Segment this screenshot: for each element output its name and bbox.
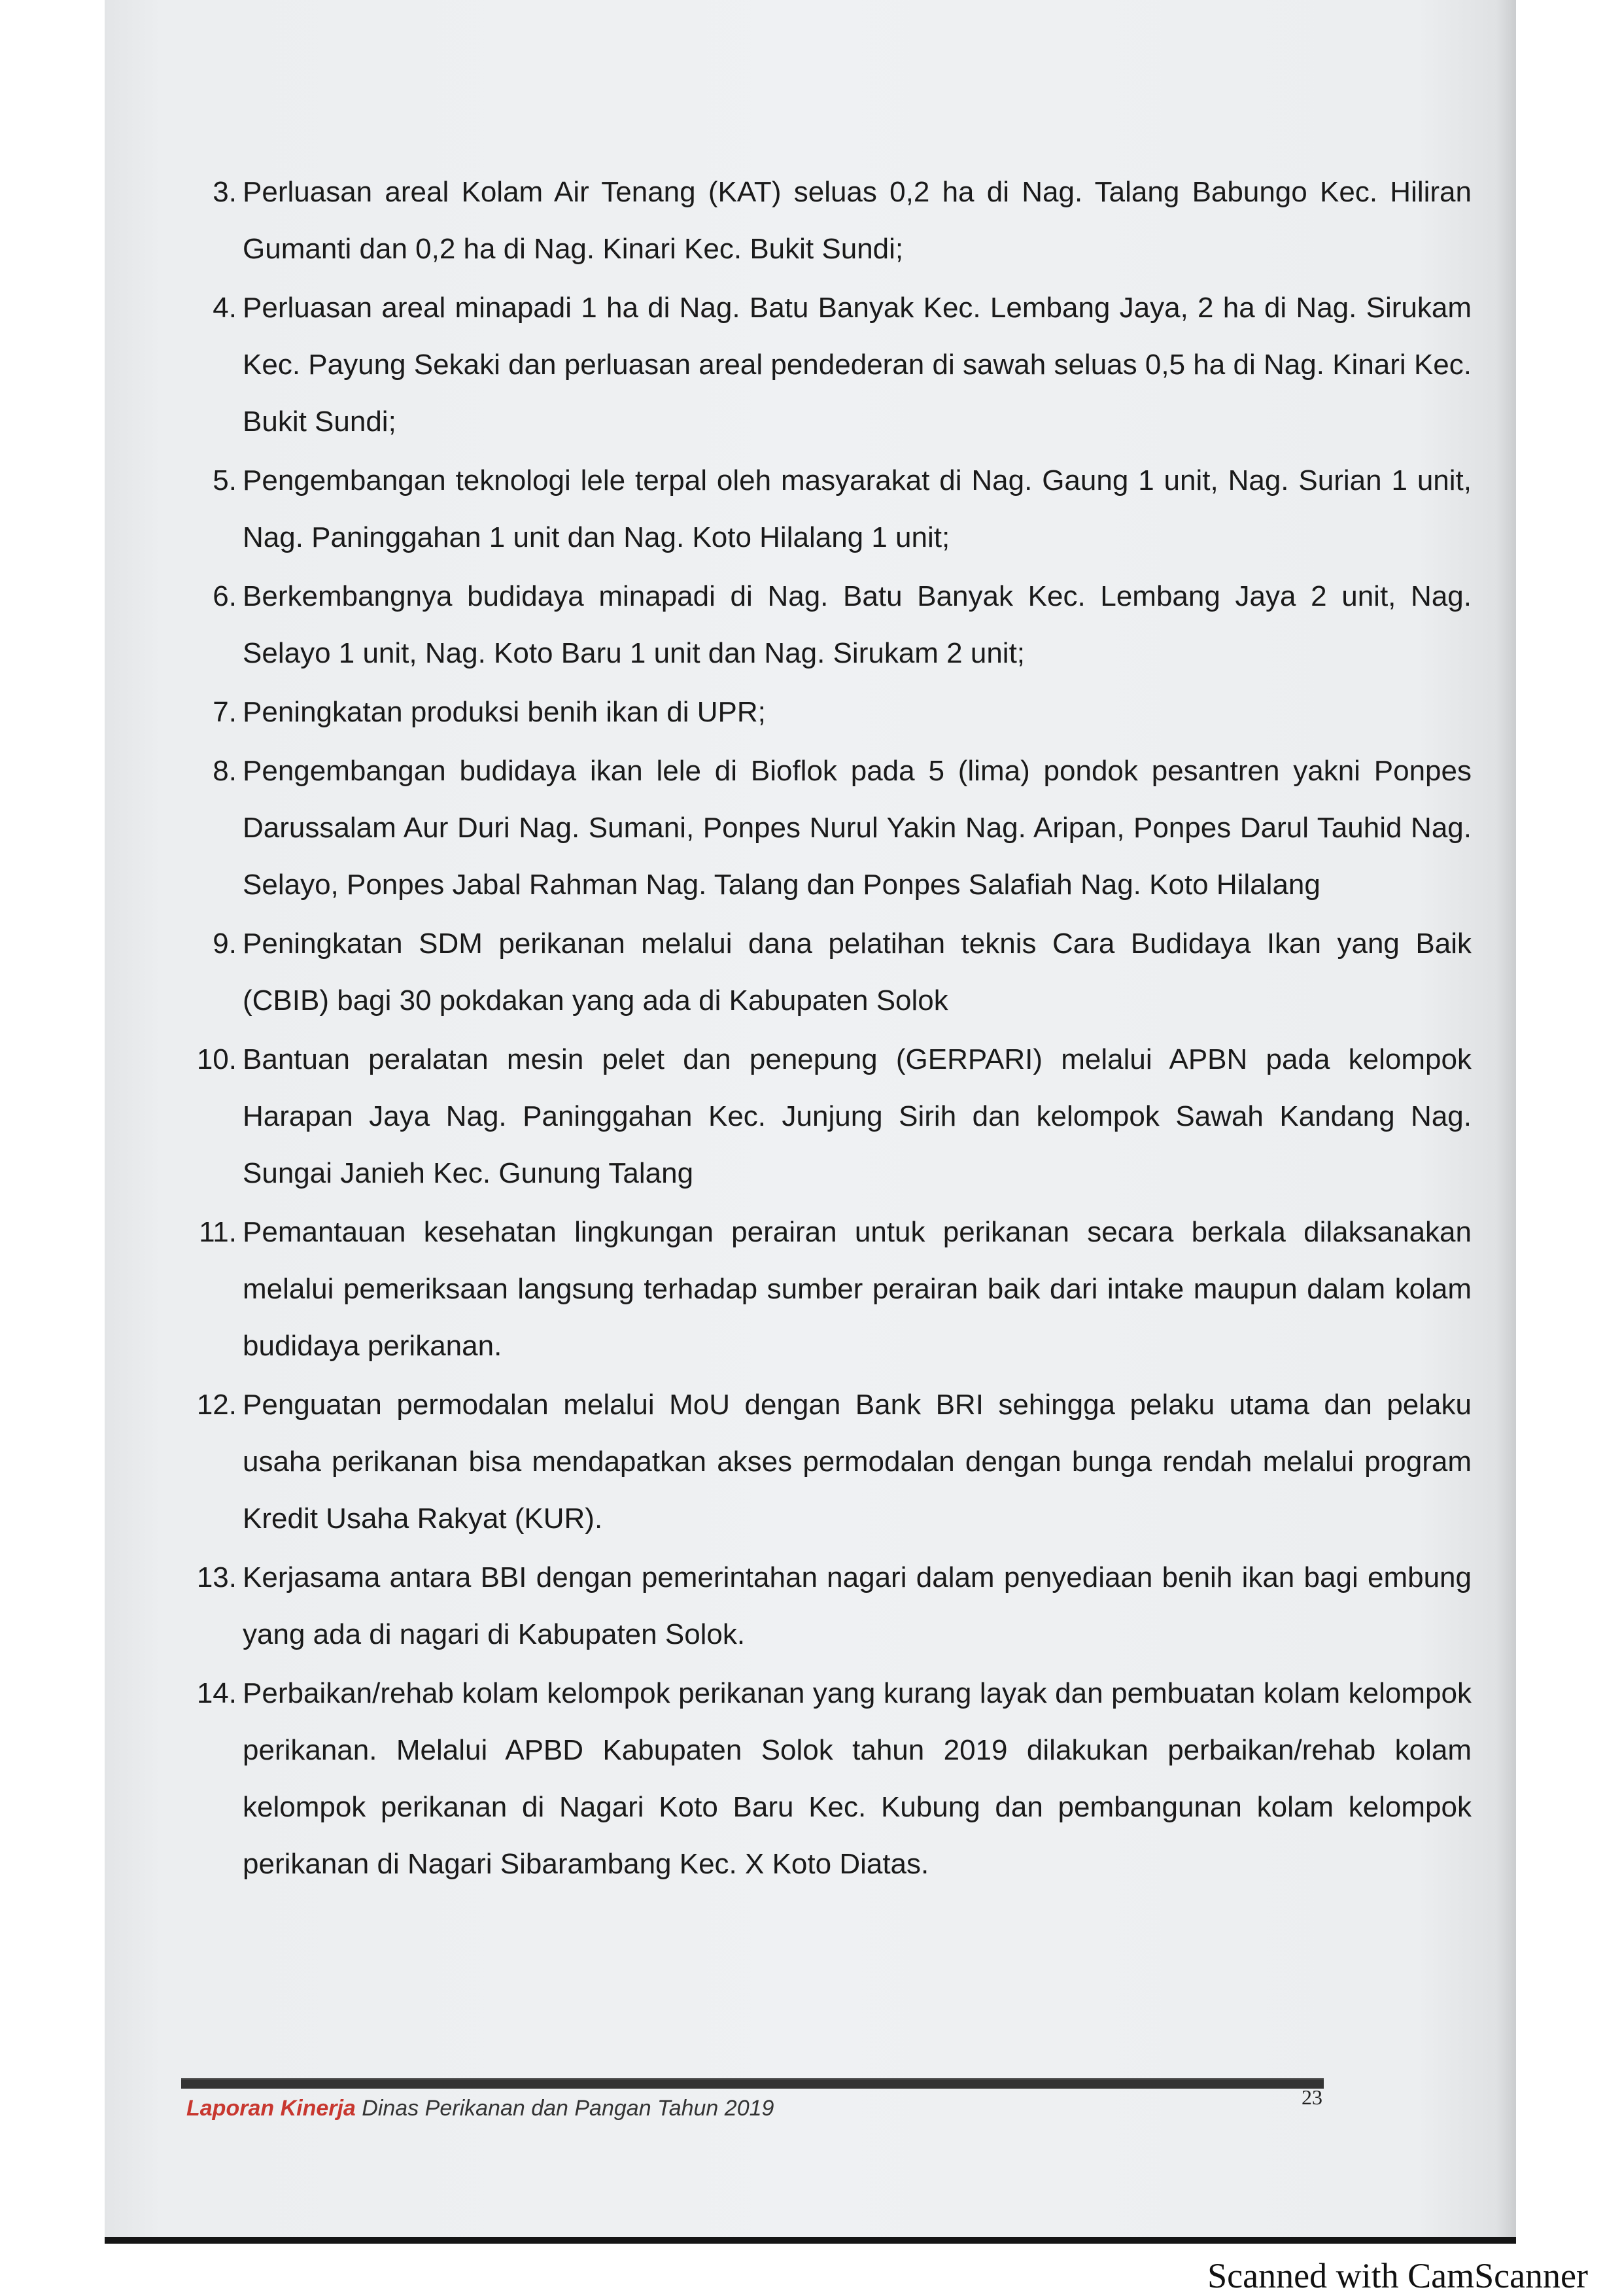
list-item-text: Perluasan areal Kolam Air Tenang (KAT) seluas 0,2 ha di Nag. Talang Babungo Kec. Hiliran Gumanti dan 0,2 ha di Nag. Kinari Kec. Bukit Sundi;: [243, 176, 1472, 265]
list-item-text: Peningkatan SDM perikanan melalui dana pelatihan teknis Cara Budidaya Ikan yang Baik (CBIB) bagi 30 pokdakan yang ada di Kabupaten Solok: [243, 928, 1472, 1017]
page-edge-shadow: [1496, 0, 1516, 2237]
list-item-text: Pengembangan budidaya ikan lele di Bioflok pada 5 (lima) pondok pesantren yakni Ponpes Darussalam Aur Duri Nag. Sumani, Ponpes Nurul Yakin Nag. Aripan, Ponpes Darul Tauhid Nag. Selayo, Ponpes Jabal Rahman Nag. Talang dan Ponpes Salafiah Nag. Koto Hilalang: [243, 755, 1472, 901]
list-item-text: Perluasan areal minapadi 1 ha di Nag. Batu Banyak Kec. Lembang Jaya, 2 ha di Nag. Sirukam Kec. Payung Sekaki dan perluasan areal pendederan di sawah seluas 0,5 ha di Nag. Kinari Kec. Bukit Sundi;: [243, 292, 1472, 438]
page-number: 23: [1302, 2085, 1322, 2109]
list-item-text: Peningkatan produksi benih ikan di UPR;: [243, 696, 766, 728]
list-item-number: 12.: [196, 1389, 237, 1421]
list-item-number: 14.: [196, 1677, 237, 1709]
footer-title: Dinas Perikanan dan Pangan Tahun 2019: [355, 2096, 774, 2121]
list-item: [184, 1204, 1472, 1374]
list-item-number: 4.: [213, 292, 237, 324]
list-item-text: Perbaikan/rehab kolam kelompok perikanan yang kurang layak dan pembuatan kolam kelompok perikanan. Melalui APBD Kabupaten Solok tahun 2019 dilakukan perbaikan/rehab kolam kelompok perikanan di Nagari Koto Baru Kec. Kubung dan pembangunan kolam kelompok perikanan di Nagari Sibarambang Kec. X Koto Diatas.: [243, 1677, 1472, 1880]
list-item: [184, 742, 1472, 913]
list-item-number: 10.: [196, 1043, 237, 1075]
list-item-text: Pemantauan kesehatan lingkungan perairan untuk perikanan secara berkala dilaksanakan melalui pemeriksaan langsung terhadap sumber perairan baik dari intake maupun dalam kolam budidaya perikanan.: [243, 1216, 1472, 1362]
scan-margin: [0, 0, 105, 2250]
footer-rule: [181, 2078, 1324, 2089]
list-item-number: 5.: [213, 464, 237, 496]
list-item-number: 11.: [199, 1216, 237, 1248]
list-item-text: Kerjasama antara BBI dengan pemerintahan nagari dalam penyediaan benih ikan bagi embung yang ada di nagari di Kabupaten Solok.: [243, 1561, 1472, 1650]
list-item-number: 6.: [213, 580, 237, 612]
list-item: [184, 452, 1472, 566]
footer-caption: [186, 2096, 774, 2121]
list-item: [184, 1031, 1472, 1202]
list-item-number: 8.: [213, 755, 237, 787]
list-item-number: 3.: [213, 176, 237, 208]
scanner-watermark: Scanned with CamScanner: [1207, 2256, 1588, 2295]
list-item-text: Penguatan permodalan melalui MoU dengan Bank BRI sehingga pelaku utama dan pelaku usaha perikanan bisa mendapatkan akses permodalan dengan bunga rendah melalui program Kredit Usaha Rakyat (KUR).: [243, 1389, 1472, 1535]
list-item: [184, 279, 1472, 450]
list-item-number: 13.: [196, 1561, 237, 1593]
list-item: [184, 915, 1472, 1029]
list-item: [184, 1549, 1472, 1663]
list-item: [184, 1376, 1472, 1547]
list-item-text: Berkembangnya budidaya minapadi di Nag. Batu Banyak Kec. Lembang Jaya 2 unit, Nag. Selayo 1 unit, Nag. Koto Baru 1 unit dan Nag. Sirukam 2 unit;: [243, 580, 1472, 669]
document-page: [105, 0, 1516, 2244]
list-item: [184, 164, 1472, 277]
numbered-list: [184, 164, 1472, 1894]
footer-brand: Laporan Kinerja: [186, 2096, 356, 2121]
list-item-text: Pengembangan teknologi lele terpal oleh masyarakat di Nag. Gaung 1 unit, Nag. Surian 1 unit, Nag. Paninggahan 1 unit dan Nag. Koto Hilalang 1 unit;: [243, 464, 1472, 553]
list-item: [184, 1665, 1472, 1892]
list-item-text: Bantuan peralatan mesin pelet dan penepung (GERPARI) melalui APBN pada kelompok Harapan Jaya Nag. Paninggahan Kec. Junjung Sirih dan kelompok Sawah Kandang Nag. Sungai Janieh Kec. Gunung Talang: [243, 1043, 1472, 1189]
list-item: [184, 568, 1472, 682]
list-item: [184, 684, 1472, 740]
list-item-number: 9.: [213, 928, 237, 960]
list-item-number: 7.: [213, 696, 237, 728]
